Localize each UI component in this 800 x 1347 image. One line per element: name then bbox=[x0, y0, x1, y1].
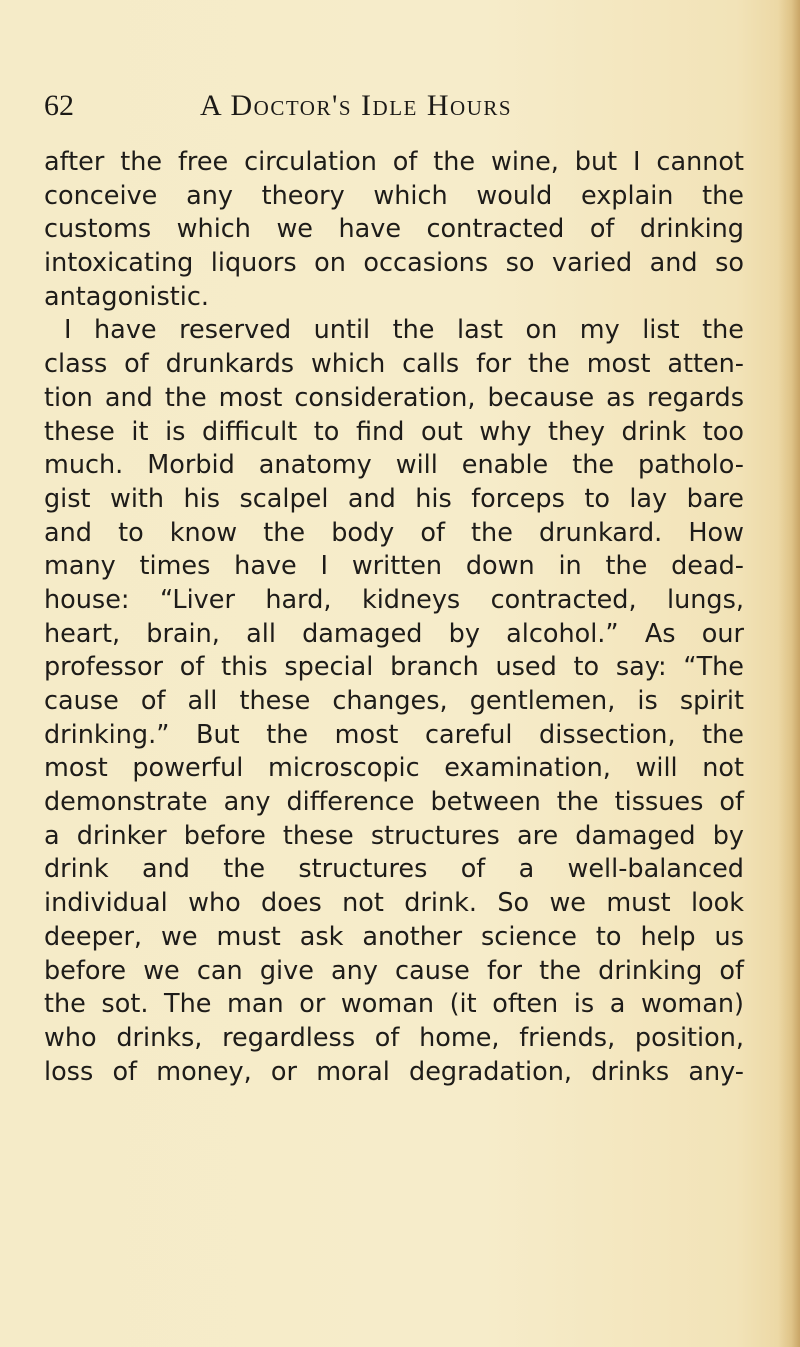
text-line: individual who does not drink. So we must look bbox=[44, 888, 744, 919]
body-text bbox=[44, 146, 744, 1089]
page-number: 62 bbox=[44, 89, 74, 122]
text-line: professor of this special branch used to say: “The bbox=[44, 652, 744, 683]
text-line: these it is difficult to find out why they drink too bbox=[44, 416, 744, 447]
text-line: after the free circulation of the wine, but I cannot bbox=[44, 147, 744, 177]
text-line: before we can give any cause for the drinking of bbox=[44, 955, 744, 986]
text-line: many times have I written down in the dead- bbox=[44, 551, 744, 582]
text-line: intoxicating liquors on occasions so varied and so bbox=[44, 248, 744, 279]
text-line: the sot. The man or woman (it often is a woman) bbox=[44, 989, 744, 1020]
text-line: drinking.” But the most careful dissection, the bbox=[44, 719, 744, 750]
text-line: I have reserved until the last on my list the bbox=[64, 315, 744, 346]
text-line: a drinker before these structures are damaged by bbox=[44, 820, 744, 851]
text-line: much. Morbid anatomy will enable the patholo- bbox=[44, 450, 744, 481]
text-line: drink and the structures of a well-balanced bbox=[44, 854, 744, 885]
text-line: demonstrate any difference between the tissues of bbox=[44, 787, 744, 818]
text-line: deeper, we must ask another science to help us bbox=[44, 921, 744, 952]
text-line: most powerful microscopic examination, will not bbox=[44, 753, 744, 784]
text-line: and to know the body of the drunkard. How bbox=[44, 517, 744, 548]
text-line: customs which we have contracted of drinking bbox=[44, 214, 744, 245]
running-title: A Doctor's Idle Hours bbox=[200, 89, 513, 122]
text-line: gist with his scalpel and his forceps to lay bare bbox=[44, 483, 744, 514]
page-edge-stain bbox=[778, 0, 800, 1347]
text-line: house: “Liver hard, kidneys contracted, lungs, bbox=[44, 584, 744, 615]
text-line: antagonistic. bbox=[44, 281, 209, 312]
text-line: who drinks, regardless of home, friends, position, bbox=[44, 1022, 744, 1053]
page-header bbox=[44, 86, 724, 126]
text-line: cause of all these changes, gentlemen, is spirit bbox=[44, 686, 744, 716]
text-line: tion and the most consideration, because as regards bbox=[44, 382, 744, 413]
text-line: loss of money, or moral degradation, drinks any- bbox=[44, 1056, 744, 1087]
text-line: class of drunkards which calls for the most atten- bbox=[44, 349, 744, 380]
text-line: conceive any theory which would explain the bbox=[44, 180, 744, 211]
text-line: heart, brain, all damaged by alcohol.” As our bbox=[44, 618, 744, 649]
